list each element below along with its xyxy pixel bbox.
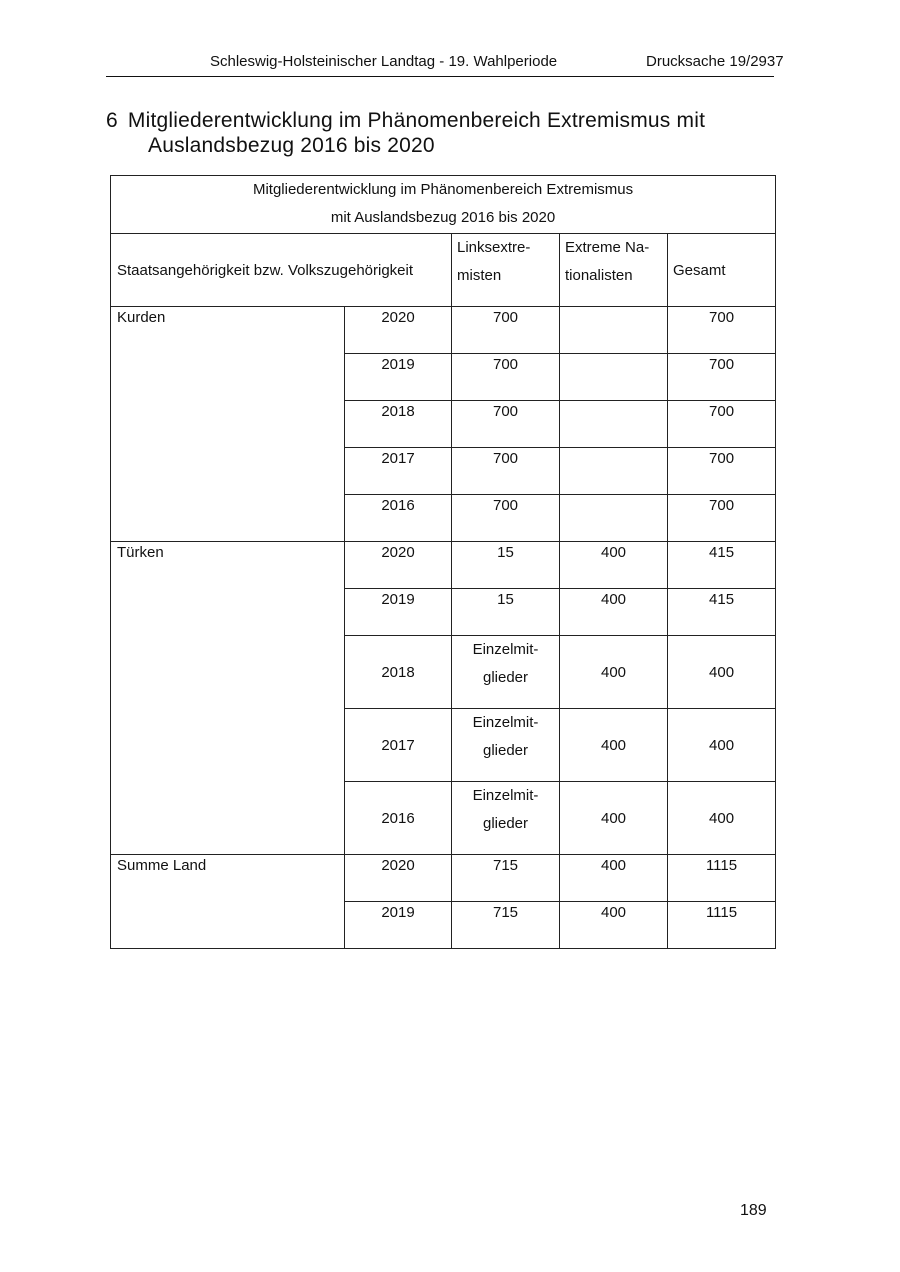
page-number: 189 xyxy=(740,1202,767,1219)
column-header-nationality-label: Staatsangehörigkeit bzw. Volkszugehörigkeit xyxy=(117,261,414,279)
column-header-total-label: Gesamt xyxy=(673,261,726,279)
total-cell: 415 xyxy=(668,589,776,636)
left-extremists-line-b: glieder xyxy=(482,815,529,832)
nationalists-cell xyxy=(560,448,668,495)
column-header-left-a: Linksextre- xyxy=(457,239,531,256)
year-cell: 2020 xyxy=(345,855,452,902)
year-cell: 2019 xyxy=(345,354,452,401)
total-cell: 700 xyxy=(668,495,776,542)
year-cell: 2016 xyxy=(345,782,452,855)
nationalists-cell xyxy=(560,307,668,354)
total-cell: 700 xyxy=(668,401,776,448)
table-caption-line1: Mitgliederentwicklung im Phänomenbereich Extremismus xyxy=(252,181,634,198)
column-header-nationality xyxy=(111,234,452,307)
table-header-row xyxy=(111,234,776,307)
left-extremists-line-b: glieder xyxy=(482,742,529,759)
left-extremists-cell: 700 xyxy=(452,495,560,542)
left-extremists-line-a: Einzelmit- xyxy=(472,787,539,804)
group-name-tuerken: Türken xyxy=(111,542,345,855)
left-extremists-cell: 15 xyxy=(452,589,560,636)
left-extremists-cell: 700 xyxy=(452,448,560,495)
left-extremists-line-a: Einzelmit- xyxy=(472,641,539,658)
nationalists-cell xyxy=(560,401,668,448)
left-extremists-cell: 700 xyxy=(452,354,560,401)
column-header-nat-a: Extreme Na- xyxy=(565,239,650,256)
left-extremists-cell: 15 xyxy=(452,542,560,589)
left-extremists-cell xyxy=(452,782,560,855)
total-cell: 700 xyxy=(668,354,776,401)
column-header-total xyxy=(668,234,776,307)
year-cell: 2020 xyxy=(345,307,452,354)
nationalists-cell: 400 xyxy=(560,855,668,902)
section-number: 6 xyxy=(106,109,118,132)
column-header-nat-b: tionalisten xyxy=(565,267,633,284)
nationalists-cell: 400 xyxy=(560,709,668,782)
header-left-text: Schleswig-Holsteinischer Landtag - 19. Wahlperiode xyxy=(210,53,558,70)
total-cell: 415 xyxy=(668,542,776,589)
year-cell: 2019 xyxy=(345,902,452,949)
nationalists-cell: 400 xyxy=(560,902,668,949)
left-extremists-cell xyxy=(452,636,560,709)
membership-table xyxy=(110,175,776,949)
total-cell: 400 xyxy=(668,782,776,855)
group-name-summe-land: Summe Land xyxy=(111,855,345,949)
left-extremists-line-b: glieder xyxy=(482,669,529,686)
year-cell: 2016 xyxy=(345,495,452,542)
left-extremists-line-a: Einzelmit- xyxy=(472,714,539,731)
total-cell: 400 xyxy=(668,709,776,782)
section-title-line1: Mitgliederentwicklung im Phänomenbereich Extremismus mit xyxy=(127,109,706,132)
left-extremists-cell: 700 xyxy=(452,401,560,448)
table-caption-line2: mit Auslandsbezug 2016 bis 2020 xyxy=(330,209,556,226)
total-cell: 1115 xyxy=(668,902,776,949)
column-header-nationalists xyxy=(560,234,668,307)
total-cell: 700 xyxy=(668,307,776,354)
table-row xyxy=(111,855,776,902)
nationalists-cell: 400 xyxy=(560,782,668,855)
year-cell: 2017 xyxy=(345,709,452,782)
table-caption-row xyxy=(111,176,776,234)
header-document-number: Drucksache 19/2937 xyxy=(646,53,784,70)
total-cell: 700 xyxy=(668,448,776,495)
year-cell: 2018 xyxy=(345,636,452,709)
year-cell: 2019 xyxy=(345,589,452,636)
total-cell: 400 xyxy=(668,636,776,709)
nationalists-cell xyxy=(560,495,668,542)
left-extremists-cell xyxy=(452,709,560,782)
nationalists-cell xyxy=(560,354,668,401)
left-extremists-cell: 715 xyxy=(452,902,560,949)
section-title xyxy=(106,108,771,158)
group-name-kurden: Kurden xyxy=(111,307,345,542)
year-cell: 2017 xyxy=(345,448,452,495)
nationalists-cell: 400 xyxy=(560,542,668,589)
year-cell: 2020 xyxy=(345,542,452,589)
year-cell: 2018 xyxy=(345,401,452,448)
header-divider xyxy=(106,76,774,77)
table-row xyxy=(111,307,776,354)
total-cell: 1115 xyxy=(668,855,776,902)
nationalists-cell: 400 xyxy=(560,589,668,636)
table-row xyxy=(111,542,776,589)
column-header-left-extremists xyxy=(452,234,560,307)
column-header-left-b: misten xyxy=(457,267,502,284)
table-caption xyxy=(111,176,776,234)
left-extremists-cell: 715 xyxy=(452,855,560,902)
left-extremists-cell: 700 xyxy=(452,307,560,354)
section-title-line2: Auslandsbezug 2016 bis 2020 xyxy=(148,134,435,157)
nationalists-cell: 400 xyxy=(560,636,668,709)
